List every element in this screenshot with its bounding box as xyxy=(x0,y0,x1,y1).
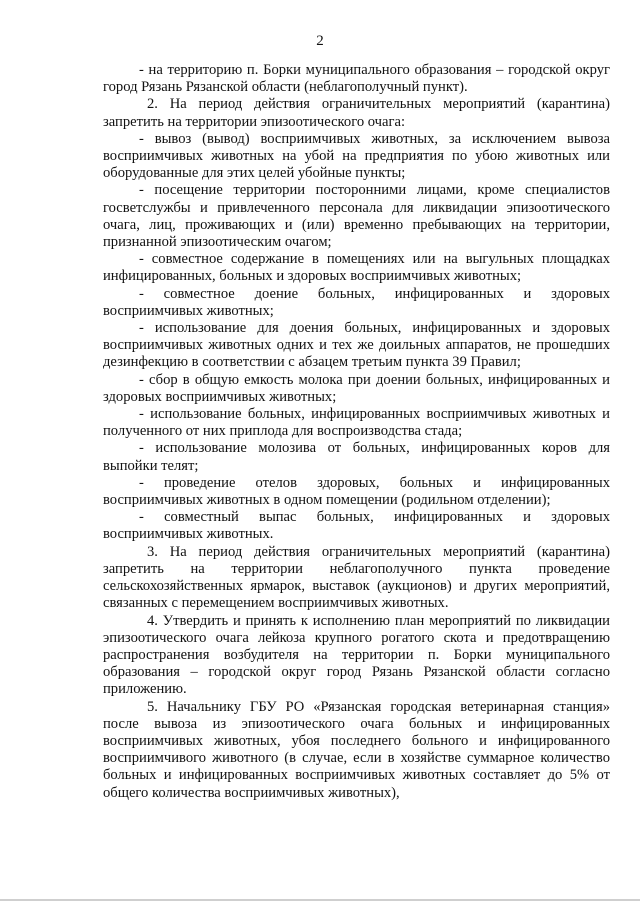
paragraph: - совместный выпас больных, инфицированных и здоровых восприимчивых животных. xyxy=(103,509,610,543)
paragraph-item-3: 3. На период действия ограничительных мероприятий (карантина) запретить на территории неблагополучного пункта проведение сельскохозяйственных ярмарок, выставок (аукционов) и других мероприятий, связанных с перемещением восприимчивых животных. xyxy=(103,543,610,612)
paragraph: - использование молозива от больных, инфицированных коров для выпойки телят; xyxy=(103,440,610,474)
paragraph: - совместное доение больных, инфицированных и здоровых восприимчивых животных; xyxy=(103,285,610,319)
paragraph: - совместное содержание в помещениях или на выгульных площадках инфицированных, больных и здоровых восприимчивых животных; xyxy=(103,251,610,285)
paragraph: - посещение территории посторонними лицами, кроме специалистов госветслужбы и привлеченного персонала для ликвидации эпизоотического очага, лиц, проживающих и (или) временно пребывающих на территории, признанной эпизоотическим очагом; xyxy=(103,182,610,251)
paragraph: - использование больных, инфицированных восприимчивых животных и полученного от них приплода для воспроизводства стада; xyxy=(103,406,610,440)
paragraph-item-4: 4. Утвердить и принять к исполнению план мероприятий по ликвидации эпизоотического очага лейкоза крупного рогатого скота и предотвращению распространения возбудителя на территории п. Борки муниципального образования – городской округ город Рязань Рязанской области согласно приложению. xyxy=(103,612,610,698)
document-body xyxy=(103,62,610,802)
paragraph: - использование для доения больных, инфицированных и здоровых восприимчивых животных одних и тех же доильных аппаратов, не прошедших дезинфекцию в соответствии с абзацем третьим пункта 39 Правил; xyxy=(103,320,610,371)
paragraph: - вывоз (вывод) восприимчивых животных, за исключением вывоза восприимчивых животных на убой на предприятия по убою животных или оборудованные для этих целей убойные пункты; xyxy=(103,130,610,182)
paragraph-item-5: 5. Начальнику ГБУ РО «Рязанская городская ветеринарная станция» после вывоза из эпизоотического очага больных и инфицированных восприимчивых животных, убоя последнего больного и инфицированного восприимчивого животного (в случае, если в хозяйстве суммарное количество больных и инфицированных восприимчивых животных составляет до 5% от общего количества восприимчивых животных), xyxy=(103,698,610,801)
paragraph-item-2: 2. На период действия ограничительных мероприятий (карантина) запретить на территории эпизоотического очага: xyxy=(103,96,610,130)
page-number: 2 xyxy=(316,33,324,49)
paragraph: - проведение отелов здоровых, больных и инфицированных восприимчивых животных в одном помещении (родильном отделении); xyxy=(103,474,610,509)
paragraph: - сбор в общую емкость молока при доении больных, инфицированных и здоровых восприимчивых животных; xyxy=(103,371,610,405)
paragraph: - на территорию п. Борки муниципального образования – городской округ город Рязань Рязанской области (неблагополучный пункт). xyxy=(103,62,610,96)
scan-edge-line xyxy=(0,899,640,901)
